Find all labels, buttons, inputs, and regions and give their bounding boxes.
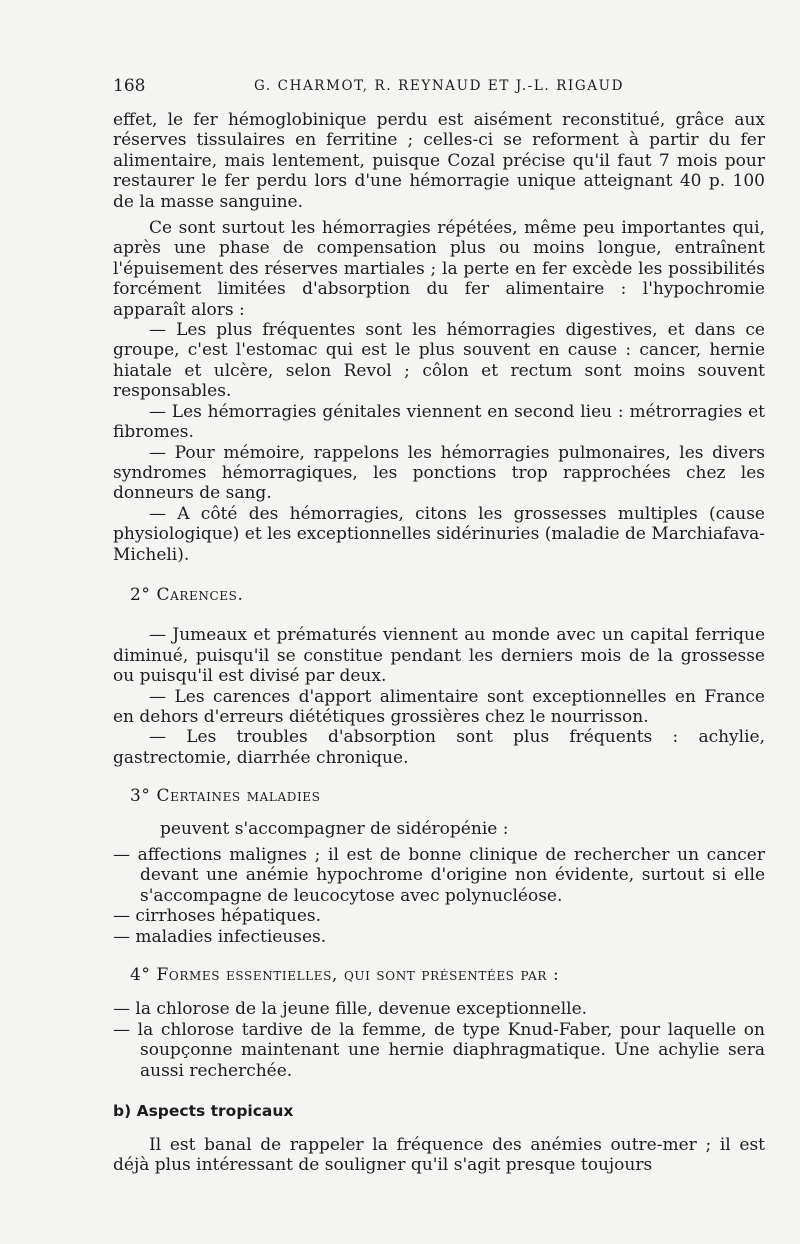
section-heading: 4° Formes essentielles, qui sont présentées par :	[130, 965, 560, 986]
paragraph: — Les troubles d'absorption sont plus fréquents : achylie, gastrectomie, diarrhée chronique.	[113, 727, 765, 768]
body-text	[113, 110, 765, 1176]
running-head: G. CHARMOT, R. REYNAUD ET J.-L. RIGAUD	[253, 78, 625, 94]
paragraph: — Les plus fréquentes sont les hémorragies digestives, et dans ce groupe, c'est l'estomac qui est le plus souvent en cause : cancer, hernie hiatale et ulcère, selon Revol ; côlon et rectum sont moins souvent responsables.	[113, 320, 765, 402]
paragraph: peuvent s'accompagner de sidéropénie :	[160, 818, 509, 839]
paragraph: — Les carences d'apport alimentaire sont exceptionnelles en France en dehors d'erreurs diététiques grossières chez le nourrisson.	[113, 686, 765, 727]
list-item: — la chlorose tardive de la femme, de type Knud-Faber, pour laquelle on soupçonne maintenant une hernie diaphragmatique. Une achylie sera aussi recherchée.	[113, 1019, 765, 1081]
paragraph: — Pour mémoire, rappelons les hémorragies pulmonaires, les divers syndromes hémorragiques, les ponctions trop rapprochées chez les donneurs de sang.	[113, 442, 765, 504]
section-heading: 2° Carences.	[130, 584, 244, 605]
paragraph: Ce sont surtout les hémorragies répétées, même peu importantes qui, après une phase de compensation plus ou moins longue, entraînent l'épuisement des réserves martiales ; la perte en fer excède les possibilités forcément limitées d'absorption du fer alimentaire : l'hypochromie apparaît alors :	[113, 218, 765, 320]
list-item: — maladies infectieuses.	[113, 926, 327, 947]
paragraph: effet, le fer hémoglobinique perdu est aisément reconstitué, grâce aux réserves tissulaires en ferritine ; celles-ci se reforment à partir du fer alimentaire, mais lentement, puisque Cozal précise qu'il faut 7 mois pour restaurer le fer perdu lors d'une hémorragie unique atteignant 40 p. 100 de la masse sanguine.	[113, 110, 765, 212]
paragraph: — Les hémorragies génitales viennent en second lieu : métrorragies et fibromes.	[113, 401, 765, 443]
paragraph: — Jumeaux et prématurés viennent au monde avec un capital ferrique diminué, puisqu'il se constitue pendant les derniers mois de la grossesse ou puisqu'il est divisé par deux.	[113, 625, 765, 687]
list-item: — la chlorose de la jeune fille, devenue exceptionnelle.	[113, 999, 588, 1020]
paragraph: Il est banal de rappeler la fréquence des anémies outre-mer ; il est déjà plus intéressant de souligner qu'il s'agit presque toujours	[113, 1135, 765, 1176]
page-header	[113, 76, 765, 98]
list-item: — affections malignes ; il est de bonne clinique de rechercher un cancer devant une anémie hypochrome d'origine non évidente, surtout si elle s'accompagne de leucocytose avec polynucléose.	[113, 845, 765, 906]
section-heading: 3° Certaines maladies	[130, 786, 321, 807]
page-number: 168	[113, 76, 146, 96]
paragraph: — A côté des hémorragies, citons les grossesses multiples (cause physiologique) et les exceptionnelles sidérinuries (maladie de Marchiafava-Micheli).	[113, 503, 765, 565]
subsection-heading: b) Aspects tropicaux	[113, 1102, 294, 1121]
list-item: — cirrhoses hépatiques.	[113, 906, 322, 927]
